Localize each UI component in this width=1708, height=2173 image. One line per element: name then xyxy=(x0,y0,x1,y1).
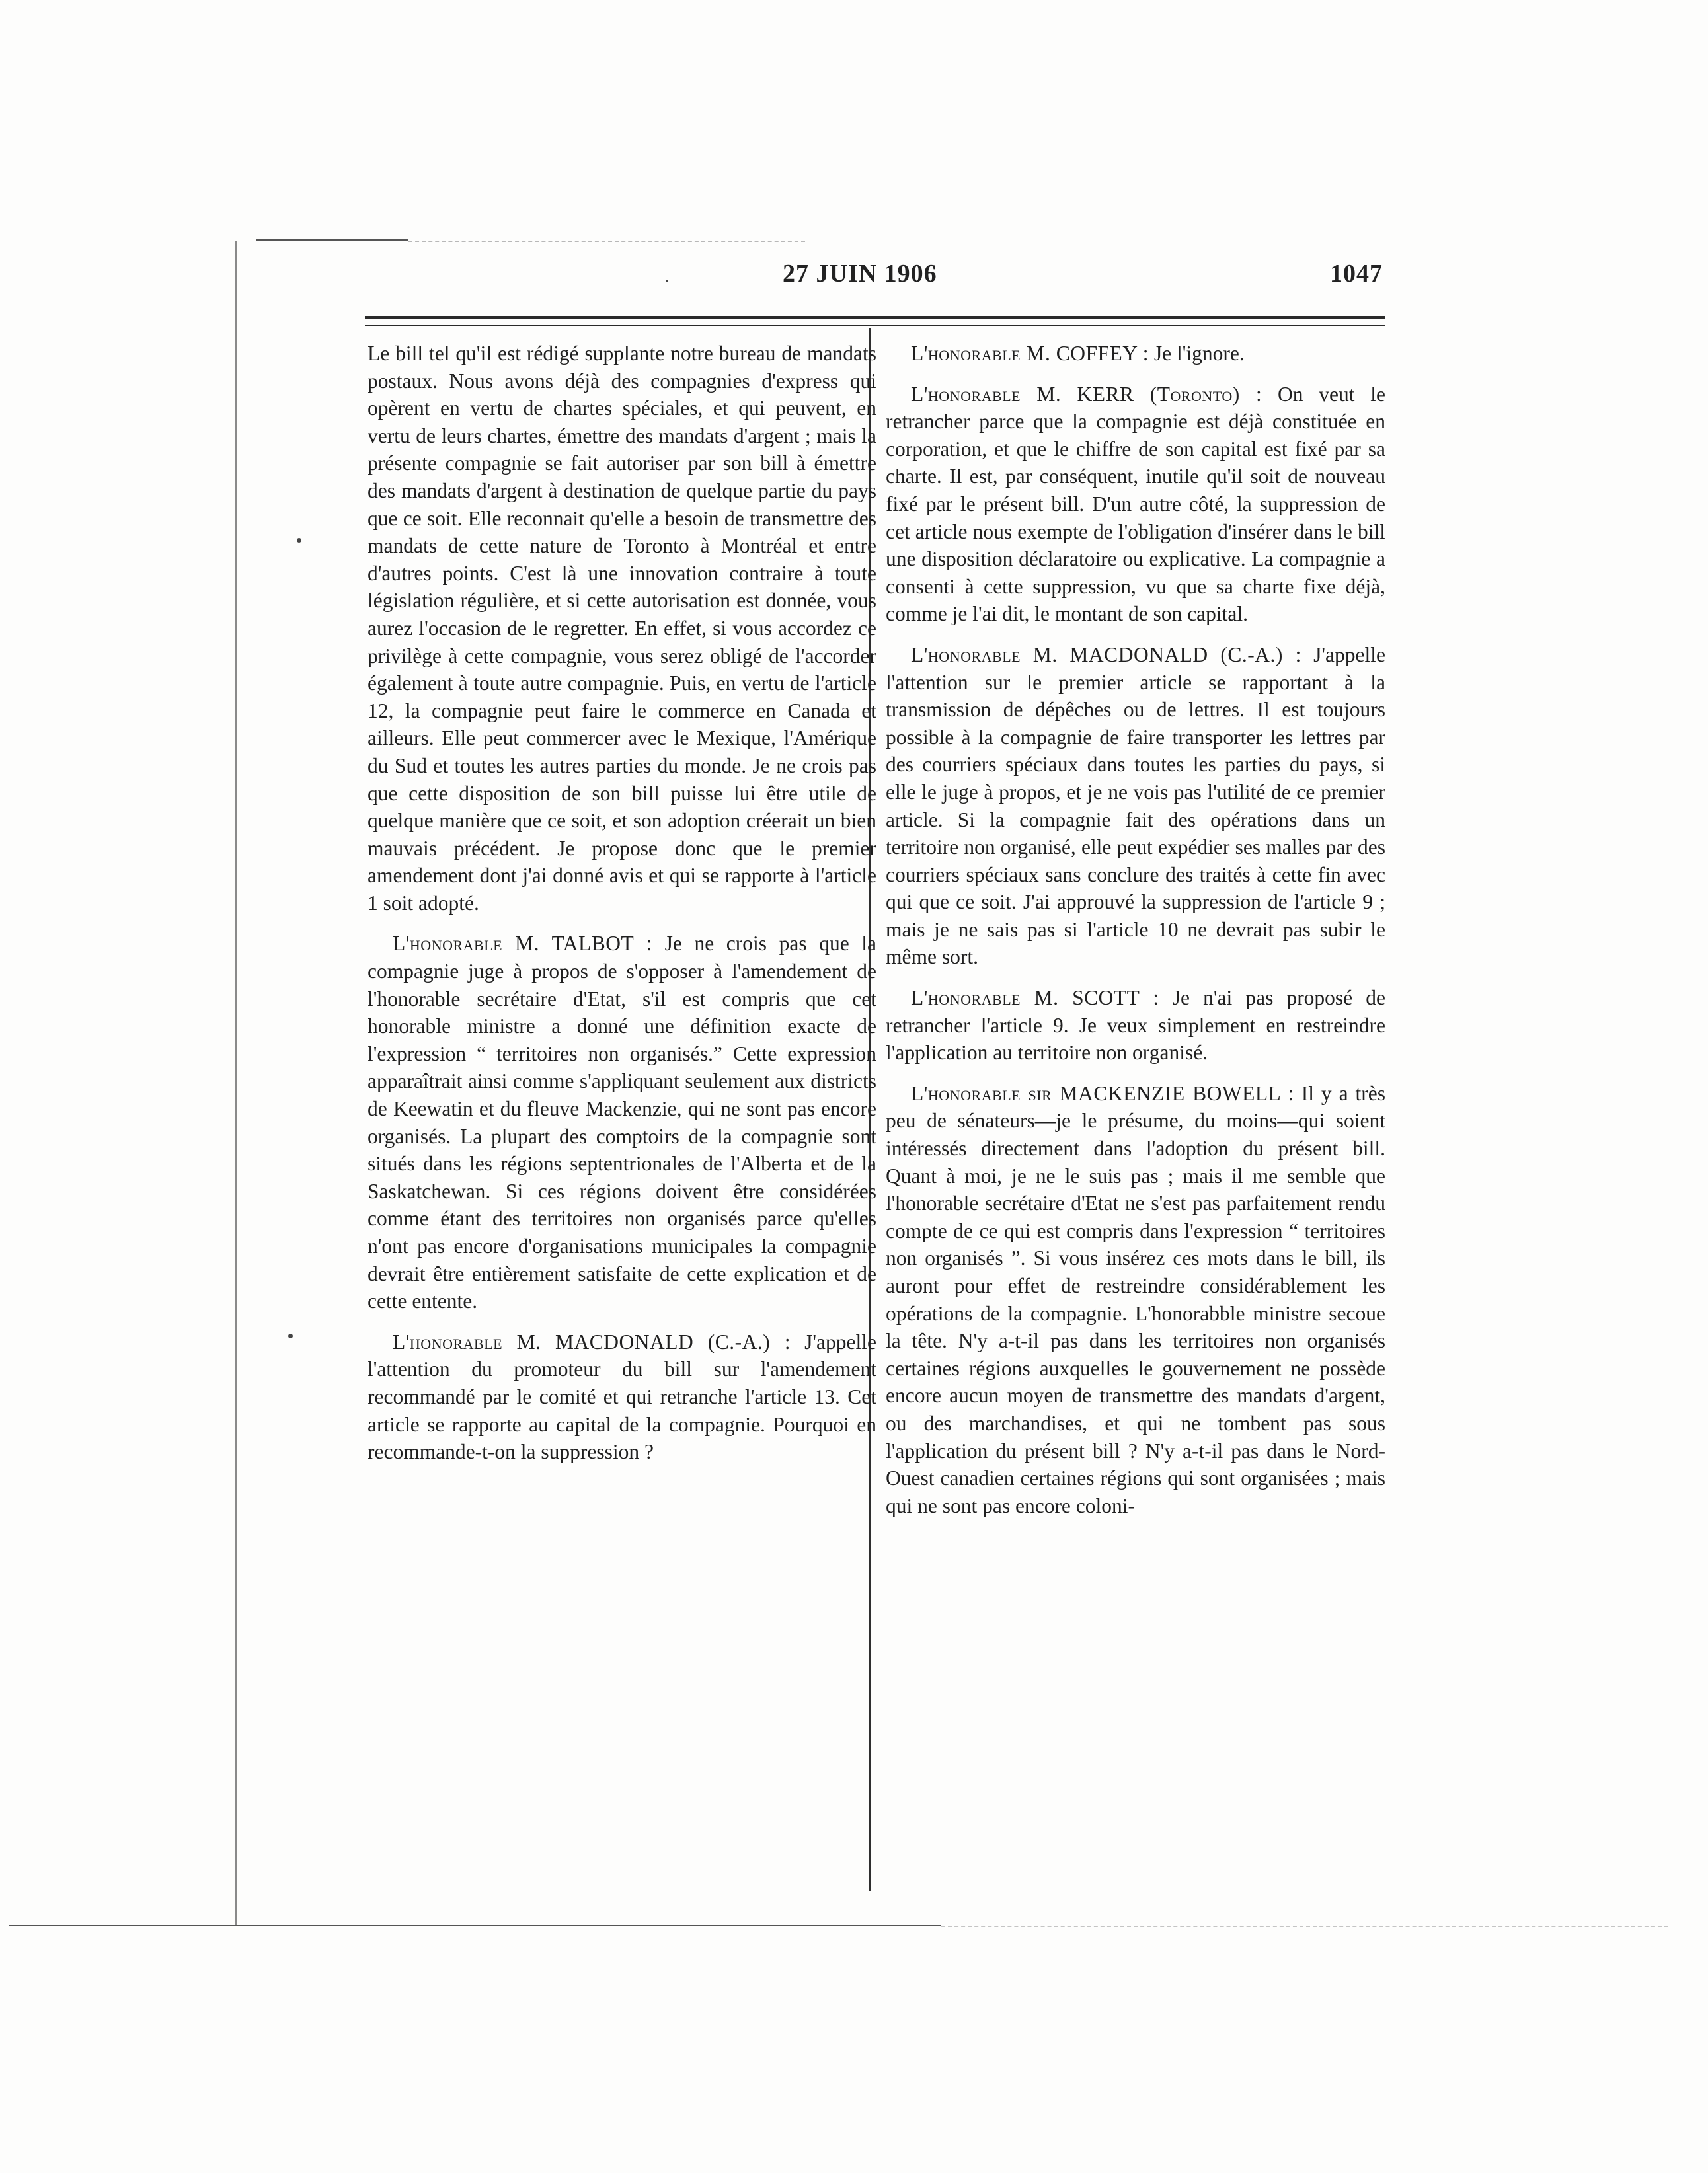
margin-dot xyxy=(288,1334,293,1338)
paragraph-text: J'appelle l'attention sur le premier article se rapportant à la transmission de dépêches ou de lettres. Il est toujours possible à la compagnie de faire transporter les lettres par des courriers spéciaux dans toutes les parties du pays, si elle le juge à propos, et je ne vois pas l'utilité de ce premier article. Si la compagnie fait des opérations dans un territoire non organisé, elle peut expédier ses malles par des courriers spéciaux sans conclure des traités à cette fin avec qui que ce soit. J'ai approuvé la suppression de l'article 9 ; mais je ne sais pas si l'article 10 ne devrait pas subir le même sort. xyxy=(886,642,1385,969)
paragraph-text: Je n'ai pas proposé de retrancher l'article 9. Je veux simplement en restreindre l'application au territoire non organisé. xyxy=(886,986,1385,1065)
right-column xyxy=(886,340,1385,1533)
paragraph xyxy=(886,641,1385,971)
paragraph xyxy=(886,1080,1385,1520)
paragraph xyxy=(368,930,876,1315)
paragraph-text: Je l'ignore. xyxy=(1153,342,1245,365)
page-date: 27 JUIN 1906 xyxy=(783,260,937,287)
scan-edge-line xyxy=(408,241,805,242)
paragraph-text: J'appelle l'attention du promoteur du bill sur l'amendement recommandé par le comité et qui retranche l'article 13. Cet article se rapporte au capital de la compagnie. Pourquoi en recommande-t-on la suppression ? xyxy=(368,1330,876,1464)
paragraph-text: Il y a très peu de sénateurs—je le présume, du moins—qui soient intéressés directement dans l'adoption du présent bill. Quant à moi, je ne le suis pas ; mais il me semble que l'honorable secrétaire d'Etat ne s'est pas parfaitement rendu compte de ce qui est compris dans l'expression “ territoires non organisés ”. Si vous insérez ces mots dans le bill, ils auront pour effet de restreindre considérablement les opérations de la compagnie. L'honorabble ministre secoue la tête. N'y a-t-il pas dans les territoires non organisés certaines régions auxquelles le gouvernement ne possède encore aucun moyen de transmettre des mandats d'argent, ou des marchandises, et qui ne tombent pas sous l'application du présent bill ? N'y a-t-il pas dans le Nord-Ouest canadien certaines régions qui sont organisées ; mais qui ne sont pas encore coloni- xyxy=(886,1081,1385,1517)
paragraph xyxy=(368,340,876,917)
scan-edge-line xyxy=(235,241,237,1925)
speaker-name: L'honorable M. KERR (Toronto) : xyxy=(911,382,1262,406)
page-number: 1047 xyxy=(1330,260,1383,287)
speaker-name: L'honorable M. TALBOT : xyxy=(393,932,653,956)
paragraph xyxy=(886,340,1385,367)
scan-edge-line xyxy=(256,239,408,241)
paragraph xyxy=(886,381,1385,628)
scan-edge-line xyxy=(941,1926,1668,1927)
margin-dot xyxy=(297,538,301,543)
paragraph-text: Le bill tel qu'il est rédigé supplante notre bureau de mandats postaux. Nous avons déjà des compagnies d'express qui opèrent en vertu de chartes spéciales, et qui peuvent, en vertu de leurs chartes, émettre des mandats d'argent ; mais la présente compagnie se fait autoriser par son bill à émettre des mandats d'argent à destination de quelque partie du pays que ce soit. Elle reconnait qu'elle a besoin de transmettre des mandats de cette nature de Toronto à Montréal et entre d'autres points. C'est là une innovation contraire à toute législation régulière, et si cette autorisation est donnée, vous aurez l'occasion de le regretter. En effet, si vous accordez ce privilège à cette compagnie, vous serez obligé de l'accorder également à toute autre compagnie. Puis, en vertu de l'article 12, la compagnie peut faire le commerce en Canada et ailleurs. Elle peut commercer avec le Mexique, l'Amérique du Sud et toutes les autres parties du monde. Je ne crois pas que cette disposition de son bill puisse lui être utile de quelque manière que ce soit, et son adoption créerait un bien mauvais précédent. Je propose donc que le premier amendement dont j'ai donné avis et qui se rapporte à l'article 1 soit adopté. xyxy=(368,342,876,915)
speaker-name: L'honorable M. MACDONALD (C.-A.) : xyxy=(911,642,1301,666)
paragraph-text: On veut le retrancher parce que la compagnie est déjà constituée en corporation, et que le chiffre de son capital est fixé par sa charte. Il est, par conséquent, inutile qu'il soit de nouveau fixé par le présent bill. D'un autre côté, la suppression de cet article nous exempte de l'obligation d'insérer dans le bill une disposition déclaratoire ou explicative. La compagnie a consenti à cette suppression, vu que sa charte fixe déjà, comme je l'ai dit, le montant de son capital. xyxy=(886,382,1385,626)
speaker-name: L'honorable sir MACKENZIE BOWELL : xyxy=(911,1081,1294,1105)
paragraph xyxy=(886,984,1385,1067)
header-rule xyxy=(365,325,1385,326)
speaker-name: L'honorable M. SCOTT : xyxy=(911,986,1159,1010)
left-column xyxy=(368,340,876,1479)
scan-edge-line xyxy=(9,1925,941,1926)
header-rule xyxy=(365,316,1385,319)
margin-dot xyxy=(666,280,668,282)
paragraph-text: Je ne crois pas que la compagnie juge à propos de s'opposer à l'amendement de l'honorable secrétaire d'Etat, s'il est compris que cet honorable ministre a donné une définition exacte de l'expression “ territoires non organisés.” Cette expression apparaîtrait ainsi comme s'appliquant seulement aux districts de Keewatin et du fleuve Mackenzie, qui ne sont pas encore organisés. La plupart des comptoirs de la compagnie sont situés dans les régions septentrionales de l'Alberta et de la Saskatchewan. Si ces régions doivent être considérées comme étant des territoires non organisés parce qu'elles n'ont pas encore d'organisations municipales la compagnie devrait être entièrement satisfaite de cette explication et de cette entente. xyxy=(368,932,877,1313)
speaker-name: L'honorable M. COFFEY : xyxy=(911,342,1149,365)
paragraph xyxy=(368,1328,876,1466)
speaker-name: L'honorable M. MACDONALD (C.-A.) : xyxy=(393,1330,791,1353)
